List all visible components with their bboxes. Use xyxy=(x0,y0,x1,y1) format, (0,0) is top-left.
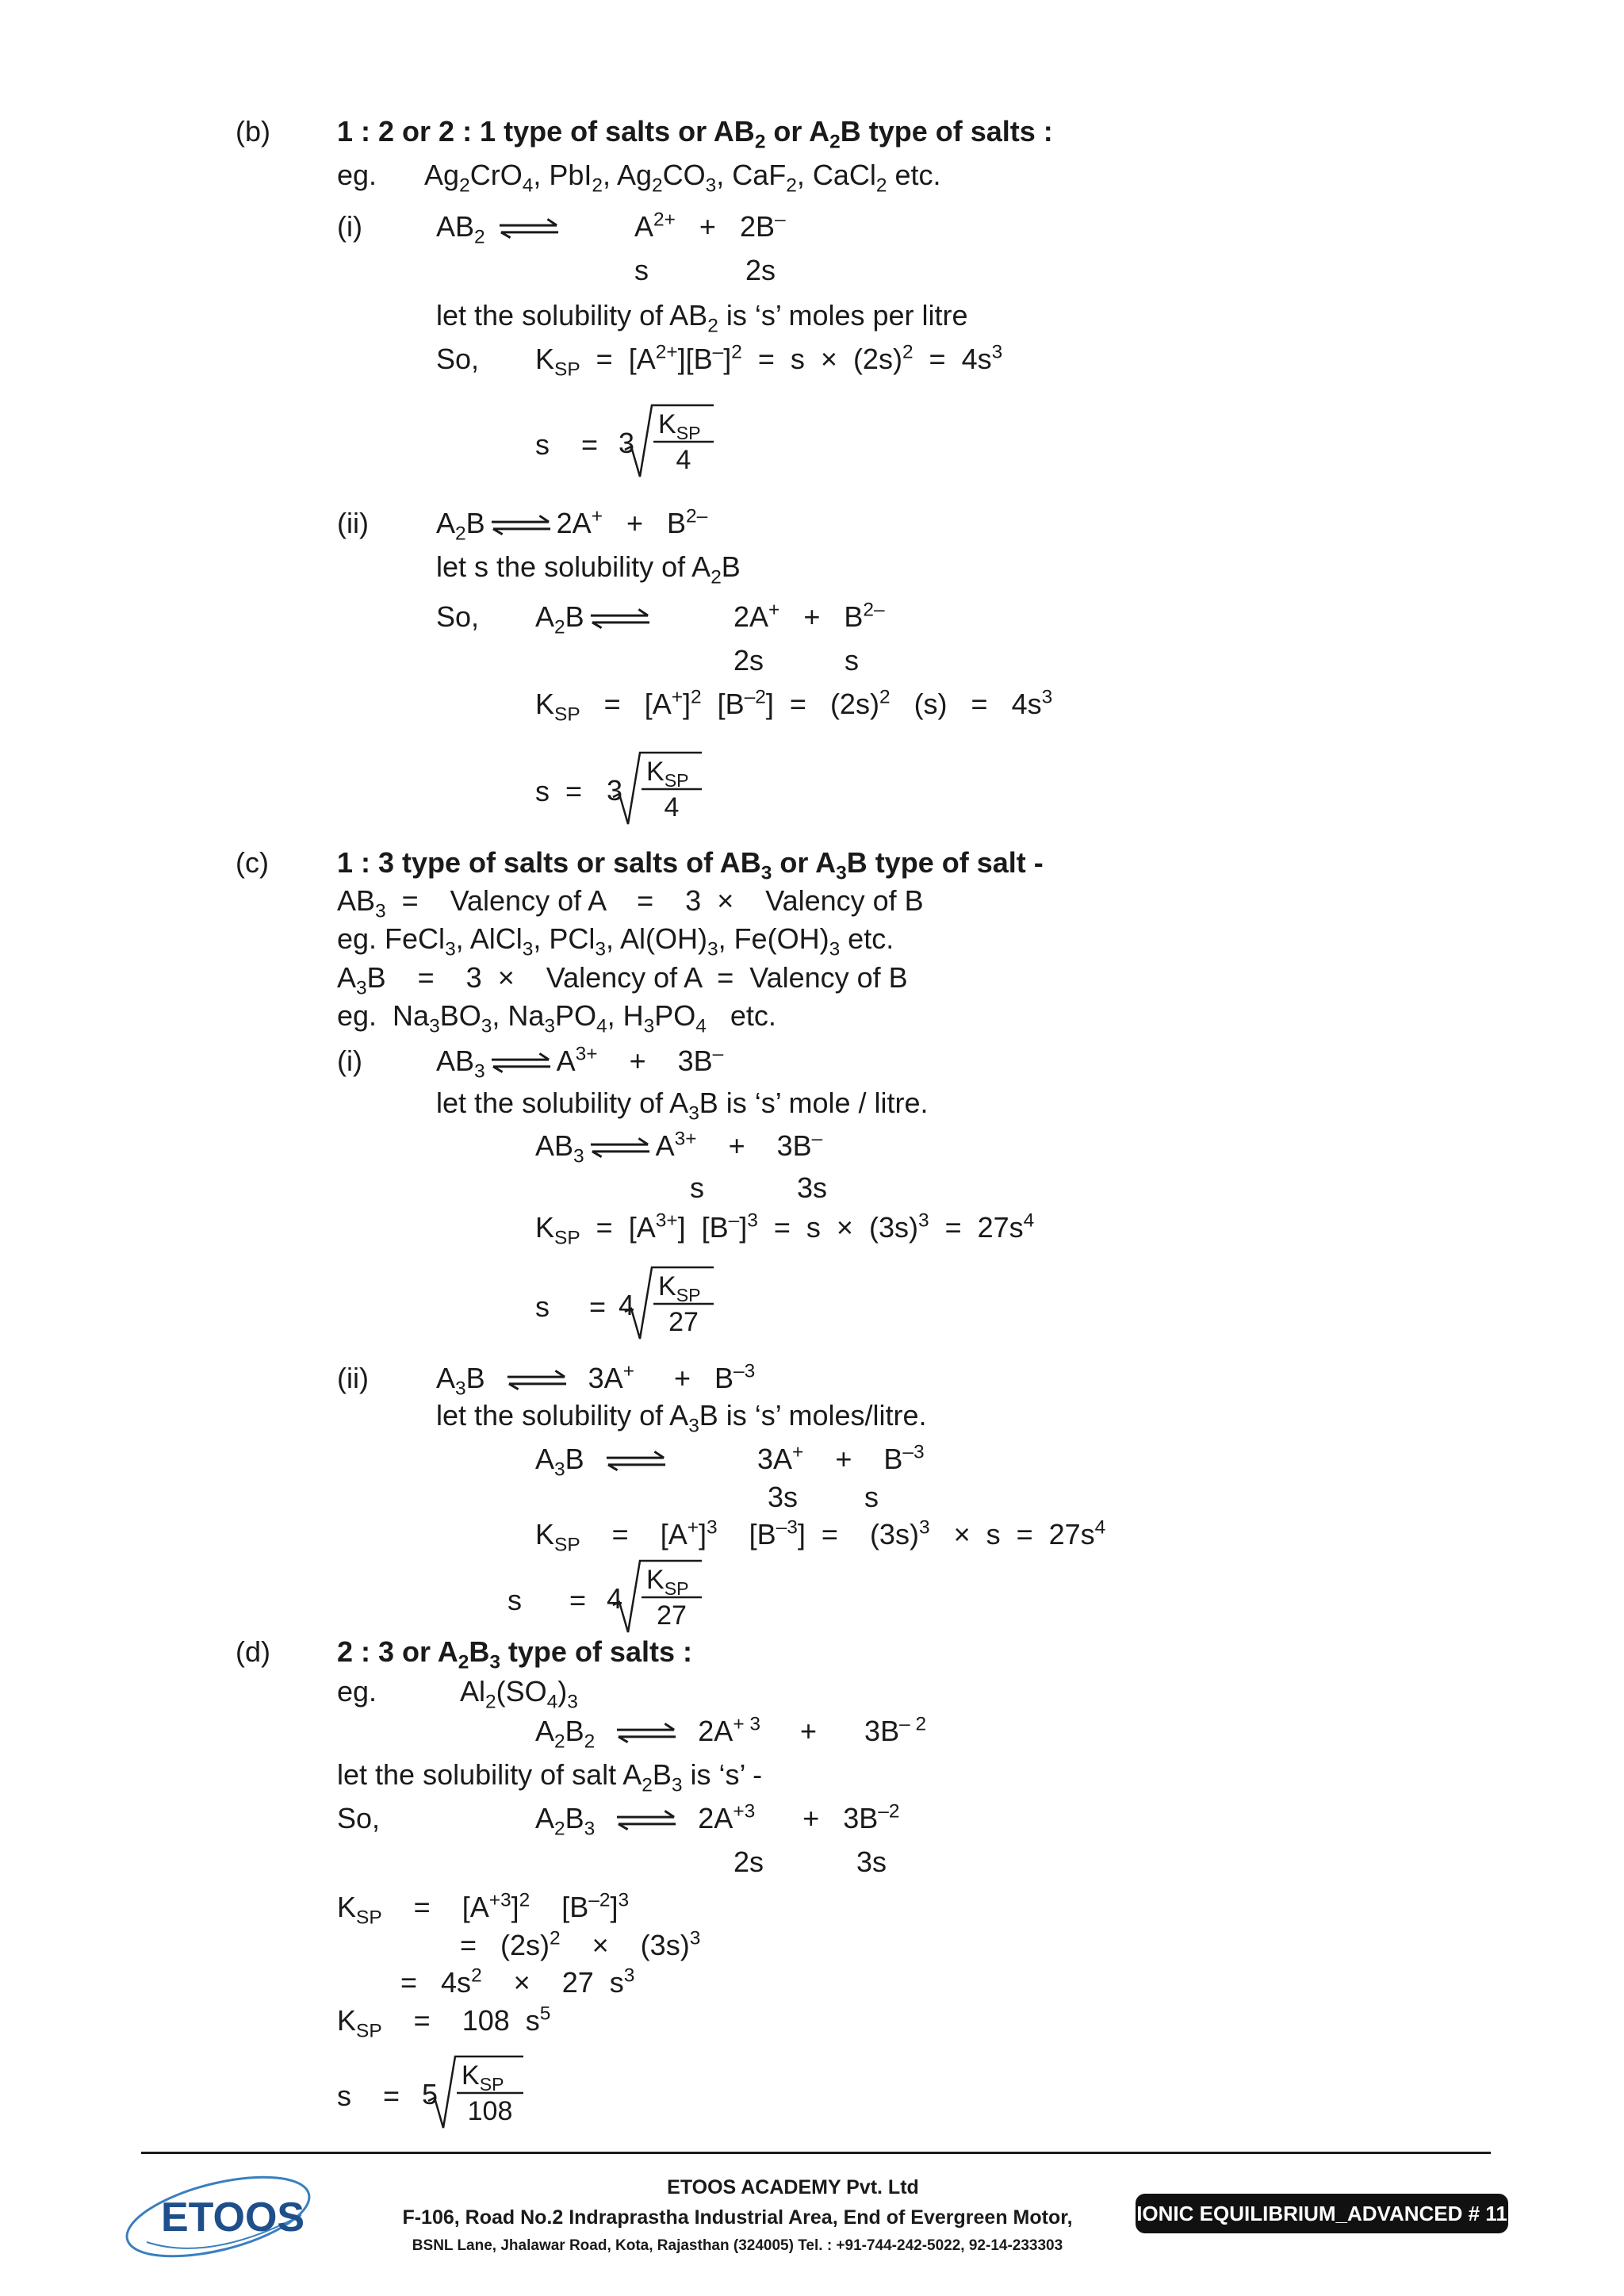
equilibrium-arrow-icon xyxy=(506,1370,568,1390)
equation: So, xyxy=(436,343,480,375)
equation: $K_{SP}$ = 108 $s^5$ xyxy=(337,2003,551,2042)
equation: So, xyxy=(436,600,480,633)
stoich: 2s xyxy=(745,254,776,286)
case-label: (ii) xyxy=(337,507,369,539)
section-label-d: (d) xyxy=(236,1635,270,1668)
equation: = $(2s)^2$ × $(3s)^3$ xyxy=(460,1927,701,1961)
stoich: 3s xyxy=(768,1481,799,1513)
svg-text:ETOOS: ETOOS xyxy=(161,2194,305,2240)
equilibrium-arrow-icon xyxy=(589,608,651,629)
equation: $K_{SP} = [A^{2+}][B^-]^2 = s \times (2s)^2 = 4s^3$ xyxy=(535,341,1003,381)
text-line: let the solubility of $AB_2$ is ‘s’ moles per litre xyxy=(436,299,968,337)
footer-address-line2: BSNL Lane, Jhalawar Road, Kota, Rajasthan (324005) Tel. : +91-744-242-5022, 92-14-233303 xyxy=(412,2237,1063,2254)
equation: s = xyxy=(535,775,583,807)
text-line: $A_3B$ = 3 × Valency of A = Valency of B xyxy=(337,961,908,999)
stoich: s xyxy=(845,644,859,677)
case-label: (i) xyxy=(337,1045,362,1077)
equation: = $4s^2$ × 27 $s^3$ xyxy=(400,1964,635,1999)
section-label-c: (c) xyxy=(236,846,269,879)
equation: s = xyxy=(337,2079,400,2112)
equilibrium-arrow-icon xyxy=(490,1052,552,1073)
equation: $K_{SP}$ = $[A^{+3}]^2$ $[B^{-2}]^3$ xyxy=(337,1889,630,1929)
text-line: eg. FeCl$_3$, AlCl$_3$, PCl$_3$, $Al(OH)_3$, $Fe(OH)_3$ etc. xyxy=(337,922,894,960)
equation: $K_{SP} = [A^+]^2$ $[B^{-2}] = (2s)^2$ $(s) = 4s^3$ xyxy=(535,686,1053,726)
text-line: let the solubility of $A_3B$ is ‘s’ mole / litre. xyxy=(436,1087,929,1125)
equation: s = xyxy=(535,1290,607,1323)
equation: So, xyxy=(337,1802,381,1834)
equation: $A_3B$ xyxy=(535,1445,672,1474)
text-line: $Al_2(SO_4)_3$ xyxy=(460,1675,578,1713)
section-heading-d: 2 : 3 or $A_2B_3$ type of salts : xyxy=(337,1635,692,1673)
stoich: s xyxy=(864,1481,879,1513)
equation: $A_2B$ $2A^+ + B^{2-}$ xyxy=(436,505,708,545)
text-line: let the solubility of salt $A_2B_3$ is ‘s’ - xyxy=(337,1758,763,1796)
equation: $AB_3$ $A^{3+}$ + 3B– xyxy=(535,1128,823,1167)
stoich: 2s xyxy=(733,644,764,677)
equation: $AB_2$ xyxy=(436,213,565,241)
equilibrium-arrow-icon xyxy=(605,1451,667,1471)
equation: $A_3B$ 3A+ + $B^{-3}$ xyxy=(436,1360,756,1400)
equilibrium-arrow-icon xyxy=(498,218,560,239)
text-line: $AB_3$ = Valency of A = 3 × Valency of B xyxy=(337,884,924,922)
equilibrium-arrow-icon xyxy=(615,1810,677,1830)
equation: $A_2B$ xyxy=(535,603,656,631)
text-line: eg. xyxy=(337,1675,377,1708)
section-heading-c: 1 : 3 type of salts or salts of $AB_3$ or $A_3B$ type of salt - xyxy=(337,846,1044,884)
stoich: s xyxy=(634,254,649,286)
page-badge: IONIC EQUILIBRIUM_ADVANCED # 11 xyxy=(1136,2194,1508,2233)
case-label: (ii) xyxy=(337,1362,369,1394)
section-heading-b: 1 : 2 or 2 : 1 type of salts or $AB_2$ or $A_2B$ type of salts : xyxy=(337,115,1053,153)
equation: $AB_3$ $A^{3+}$ + 3B– xyxy=(436,1043,724,1083)
equation: s = xyxy=(508,1584,587,1616)
equation: $K_{SP}$ = $[A^+]^3$ $[B^{-3}]$ = $(3s)^3 \times s = 27s^4$ xyxy=(535,1516,1106,1556)
etoos-logo xyxy=(115,2169,321,2264)
examples-b: eg. $Ag_2CrO_4$, PbI$_2$, $Ag_2CO_3$, CaF$_2$, CaCl$_2$ etc. xyxy=(337,159,941,197)
equation: $2A^+ + B^{2-}$ xyxy=(733,599,885,633)
equation: s = xyxy=(535,428,599,461)
stoich: 3s xyxy=(797,1171,828,1204)
equation: $A^{2+} + 2B^-$ xyxy=(634,209,786,243)
equation: $A_2B_2$ $2A^{+ 3}$ + $3B^{- 2}$ xyxy=(535,1713,927,1753)
equilibrium-arrow-icon xyxy=(615,1723,677,1743)
footer-address-line1: F-106, Road No.2 Indraprastha Industrial Area, End of Evergreen Motor, xyxy=(402,2206,1073,2229)
text-line: let the solubility of $A_3B$ is ‘s’ moles/litre. xyxy=(436,1399,927,1437)
equilibrium-arrow-icon xyxy=(490,515,552,535)
stoich: s xyxy=(690,1171,704,1204)
footer-company: ETOOS ACADEMY Pvt. Ltd xyxy=(667,2176,919,2198)
case-label: (i) xyxy=(337,210,362,243)
stoich: 3s xyxy=(856,1846,887,1878)
text-line: eg. $Na_3BO_3$, $Na_3PO_4$, $H_3PO_4$ etc. xyxy=(337,999,776,1037)
section-label-b: (b) xyxy=(236,115,270,148)
equation: 3A+ + $B^{-3}$ xyxy=(757,1441,925,1475)
stoich: 2s xyxy=(733,1846,764,1878)
footer-divider xyxy=(141,2152,1491,2154)
equation: $K_{SP} = [A^{3+}] [B^-]^3 = s \times (3s)^3 = 27s^4$ xyxy=(535,1209,1035,1249)
text-line: let s the solubility of $A_2B$ xyxy=(436,550,741,588)
equation: $A_2B_3$ $2A^{+3}$ + $3B^{-2}$ xyxy=(535,1800,900,1840)
equilibrium-arrow-icon xyxy=(589,1137,651,1158)
